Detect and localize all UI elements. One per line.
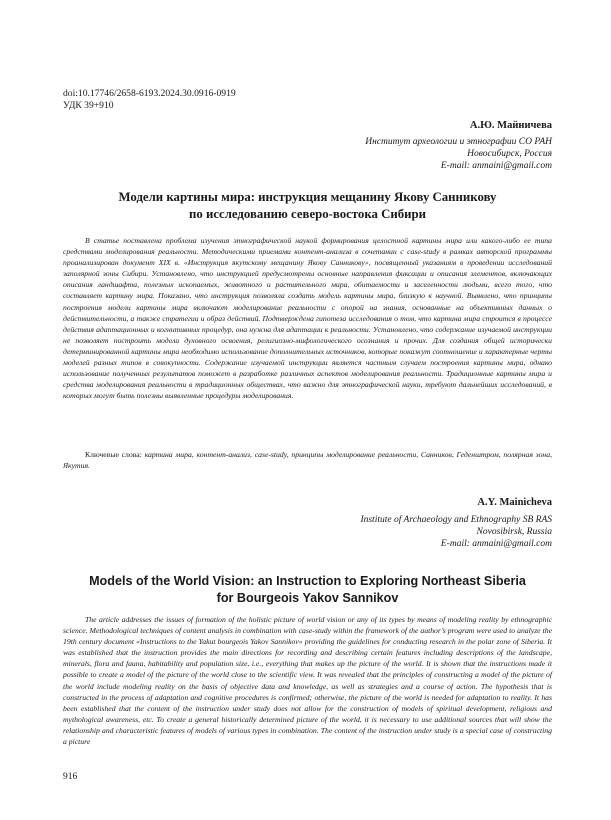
- author-name-ru: А.Ю. Майничева: [469, 120, 552, 131]
- title-ru-line-2: по исследованию северо-востока Сибири: [189, 207, 426, 221]
- udk: УДК 39+910: [63, 100, 114, 111]
- institute-ru: Институт археологии и этнографии СО РАН: [365, 137, 552, 147]
- abstract-ru: В статье поставлена проблема изучения этнографической наукой формирования целостной картины мира или какого-либо ее типа средствами моделирования реальности. Методическими приемами контент-анализа в сочетании с case-study в рамках авторской программы проанализирован документ XIX в. «Инструкция якутскому мещанину Якову Санникову», посвященный указаниям в проведении исследований заполярной зоны Сибири. Установлено, что инструкцией предусмотрены основные направления фиксации и описания элементов, включающих описания ландшафта, полезных ископаемых, животного и растительного мира, обитаемости и заселенности людьми, всего того, что составляет картину мира. Показано, что инструкция позволяла создать модель картины мира, близкую к научной. Выявлено, что принципы построения модели картины мира включают моделирование реальности с опорой на знания, основанные на объективных данных о действительности, а также стратегии и образ действий. Подтверждена гипотеза исследования о том, что картина мира строится в процессе действия адаптационных и когнитивных процедур, она нужна для адаптации к реальности. Установлено, что содержание изучаемой инструкции не позволяет построить модели духовного освоения, религиозно-мифологического осознания и прочих. Для создания общей исторически детерминированной картины мира необходимо использование дополнительных источников, которые покажут соотношение и характерные черты моделей разных типов в совокупности. Содержание изучаемой инструкции является частным случаем построения картины мира, однако использование полученных результатов поможет в разработке различных аспектов моделирования реальности. Традиционные картины мира и средства моделирования реальности в традиционных обществах, что важно для этнографической науки, требуют дальнейших исследований, в которых могут быть полезны выявленные процедуры моделирования.: [63, 236, 552, 401]
- author-name-en: A.Y. Mainicheva: [477, 497, 552, 508]
- title-en-line-1: Models of the World Vision: an Instruction to Exploring Northeast Siberia: [89, 574, 526, 588]
- email-en[interactable]: E-mail: anmaini@gmail.com: [440, 539, 552, 550]
- affiliation-ru: [63, 136, 552, 173]
- article-title-ru: [63, 189, 552, 223]
- city-ru: Новосибирск, Россия: [467, 149, 552, 160]
- title-en-line-2: for Bourgeois Yakov Sannikov: [216, 591, 399, 605]
- doi[interactable]: doi:10.17746/2658-6193.2024.30.0916-0919: [63, 88, 236, 99]
- institute-en: Institute of Archaeology and Ethnography SB RAS: [360, 515, 552, 525]
- city-en: Novosibirsk, Russia: [476, 527, 552, 538]
- article-title-en: [63, 573, 552, 607]
- doi-block: [63, 88, 552, 112]
- page-number: 916: [63, 772, 78, 782]
- affiliation-en: [63, 514, 552, 551]
- keywords-list-ru: картина мира, контент-анализ, case-study, принципы моделирование реальности, Санников, Геденштром, полярная зона, Якутия.: [63, 450, 552, 471]
- keywords-ru: [63, 449, 552, 471]
- abstract-en: The article addresses the issues of formation of the holistic picture of world vision or any of its types by means of modeling reality by ethnographic science. Methodological techniques of content analysis in combination with case-study within the framework of the author’s program were used to analyze the 19th century document «Instructions to the Yakut bourgeois Yakov Sannikov» providing the guidelines for conducting research in the polar zone of Siberia. It was established that the instruction provides the main directions for recording and describing certain features including descriptions of the landscape, minerals, flora and fauna, habitability and population size, i.e., everything that makes up the picture of the world. It is shown that the instructions made it possible to create a model of the picture of the world close to the scientific view. It was revealed that the principles of constructing a model of the picture of the world include modeling reality on the basis of objective data and knowledge, as well as strategies and a course of action. The hypothesis that is constructed in the process of adaptation and cognitive procedures is confirmed; otherwise, the picture of the world is needed for adaptation to reality. It has been established that the content of the instruction under study does not allow for the construction of models of spiritual development, religious and mythological awareness, etc. To create a general historically determined picture of the world, it is necessary to use additional sources that will show the relationship and characteristic features of models of various types in combination. The content of the instruction under study is a special case of constructing a picture: [63, 615, 552, 747]
- keywords-label-ru: Ключевые слова:: [85, 450, 142, 459]
- email-ru[interactable]: E-mail: anmaini@gmail.com: [440, 161, 552, 172]
- title-ru-line-1: Модели картины мира: инструкция мещанину Якову Санникову: [118, 190, 497, 204]
